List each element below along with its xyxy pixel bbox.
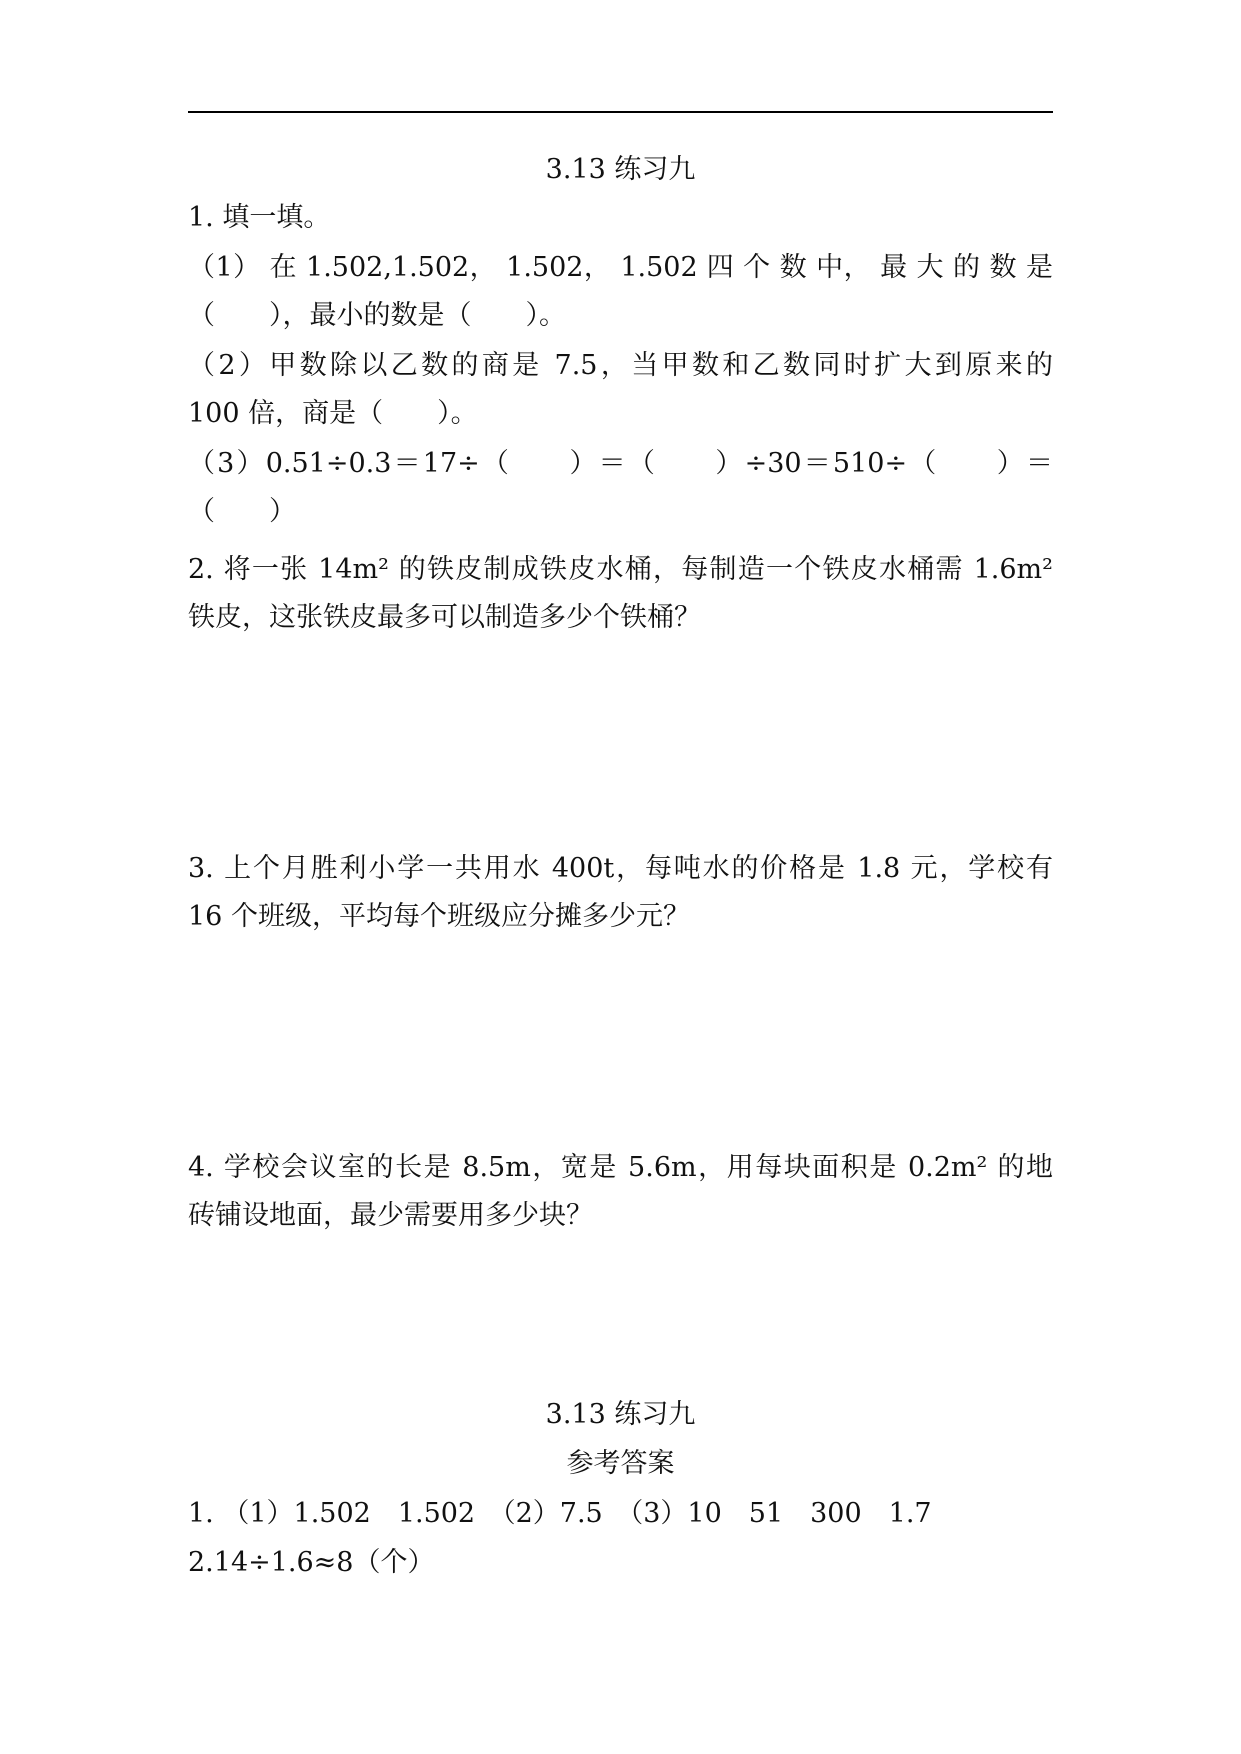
question2-line1: 2. 将一张 14m² 的铁皮制成铁皮水桶，每制造一个铁皮水桶需 1.6m²: [188, 554, 1053, 585]
q1-line2: （ ），最小的数是（ ）。: [188, 300, 566, 331]
question4-line2: 砖铺设地面，最少需要用多少块？: [188, 1200, 593, 1231]
q2-line1: （2）甲数除以乙数的商是 7.5，当甲数和乙数同时扩大到原来的: [188, 350, 1053, 381]
question3-line2: 16 个班级，平均每个班级应分摊多少元？: [188, 901, 690, 932]
question2-line2: 铁皮，这张铁皮最多可以制造多少个铁桶？: [188, 602, 701, 633]
header-rule: [188, 111, 1053, 113]
section1-heading: 1. 填一填。: [188, 202, 331, 233]
question3-line1: 3. 上个月胜利小学一共用水 400t，每吨水的价格是 1.8 元，学校有: [188, 853, 1053, 884]
question4-line1: 4. 学校会议室的长是 8.5m，宽是 5.6m，用每块面积是 0.2m² 的地: [188, 1152, 1053, 1183]
answers-subtitle: 参考答案: [566, 1448, 675, 1479]
q3-line2: （ ）: [188, 496, 296, 527]
page-title: 3.13 练习九: [545, 154, 696, 185]
answers-title: 3.13 练习九: [545, 1399, 696, 1430]
q3-line1: （3）0.51÷0.3＝17÷（ ）＝（ ）÷30＝510÷（ ）＝: [188, 448, 1053, 479]
q2-line2: 100 倍，商是（ ）。: [188, 398, 478, 429]
answers-line1: 1. （1）1.502 1.502 （2）7.5 （3）10 51 300 1.7: [188, 1498, 932, 1529]
answers-line2: 2.14÷1.6≈8（个）: [188, 1547, 435, 1578]
q1-line1: （1） 在 1.502,1.502， 1.502， 1.502 四 个 数 中， 最 大 的 数 是: [188, 252, 1053, 283]
